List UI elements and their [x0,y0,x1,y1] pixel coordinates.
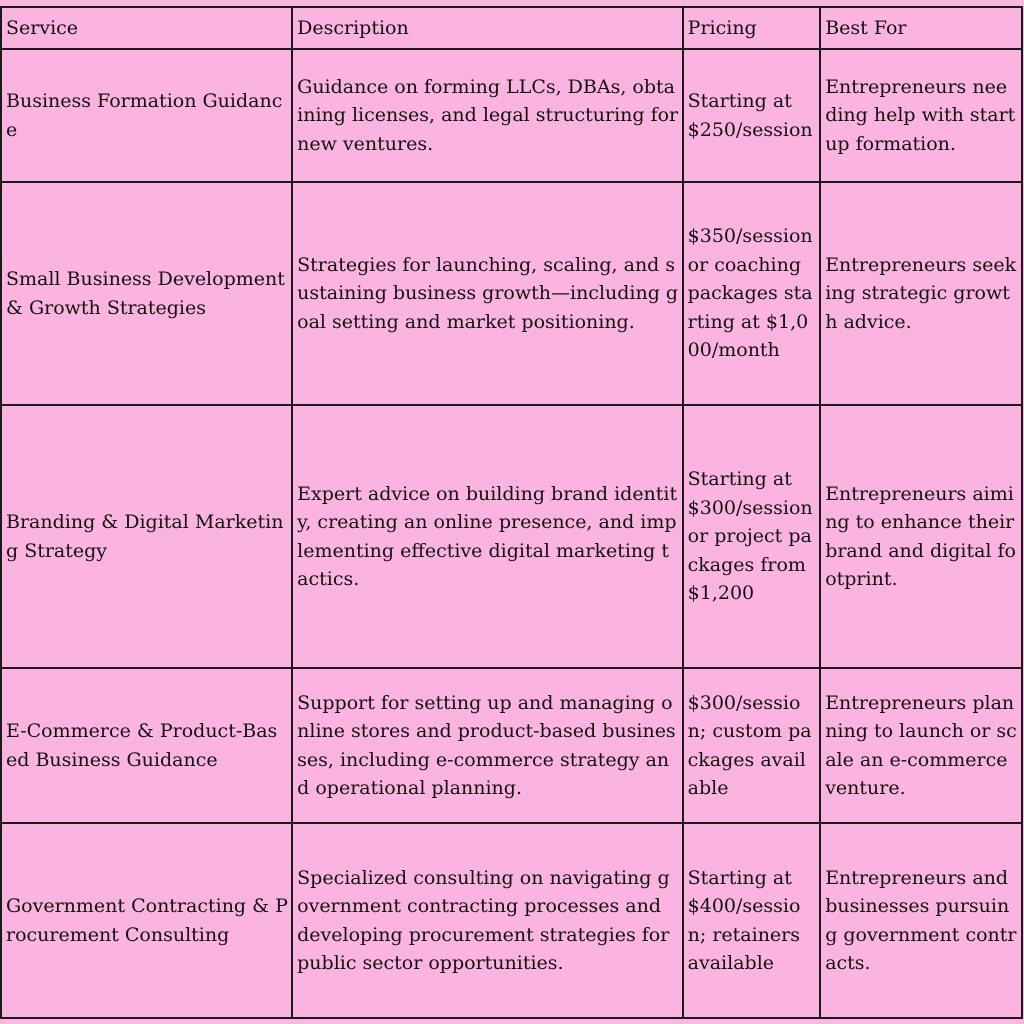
header-best-for: Best For [820,7,1022,49]
best-for-cell: Entrepreneurs planning to launch or scale an e-commerce venture. [820,668,1022,823]
table-row [1,182,1022,405]
header-pricing: Pricing [683,7,821,49]
header-description: Description [292,7,683,49]
description-cell: Guidance on forming LLCs, DBAs, obtaining licenses, and legal structuring for new ventures. [292,49,683,182]
description-cell: Expert advice on building brand identity, creating an online presence, and implementing effective digital marketing tactics. [292,405,683,668]
services-table [0,6,1023,1019]
table-row [1,668,1022,823]
best-for-cell: Entrepreneurs needing help with startup formation. [820,49,1022,182]
table-row [1,405,1022,668]
pricing-cell: $300/session; custom packages available [683,668,821,823]
header-row [1,7,1022,49]
pricing-cell: Starting at $250/session [683,49,821,182]
table-row [1,49,1022,182]
pricing-cell: $350/session or coaching packages starting at $1,000/month [683,182,821,405]
description-cell: Strategies for launching, scaling, and sustaining business growth—including goal setting and market positioning. [292,182,683,405]
table-row [1,823,1022,1018]
service-cell: Business Formation Guidance [1,49,292,182]
pricing-cell: Starting at $400/session; retainers available [683,823,821,1018]
pricing-cell: Starting at $300/session or project packages from $1,200 [683,405,821,668]
description-cell: Support for setting up and managing online stores and product-based businesses, including e-commerce strategy and operational planning. [292,668,683,823]
service-cell: Small Business Development & Growth Strategies [1,182,292,405]
best-for-cell: Entrepreneurs and businesses pursuing government contracts. [820,823,1022,1018]
description-cell: Specialized consulting on navigating government contracting processes and developing procurement strategies for public sector opportunities. [292,823,683,1018]
best-for-cell: Entrepreneurs seeking strategic growth advice. [820,182,1022,405]
best-for-cell: Entrepreneurs aiming to enhance their brand and digital footprint. [820,405,1022,668]
header-service: Service [1,7,292,49]
service-cell: Government Contracting & Procurement Consulting [1,823,292,1018]
service-cell: E-Commerce & Product-Based Business Guidance [1,668,292,823]
service-cell: Branding & Digital Marketing Strategy [1,405,292,668]
